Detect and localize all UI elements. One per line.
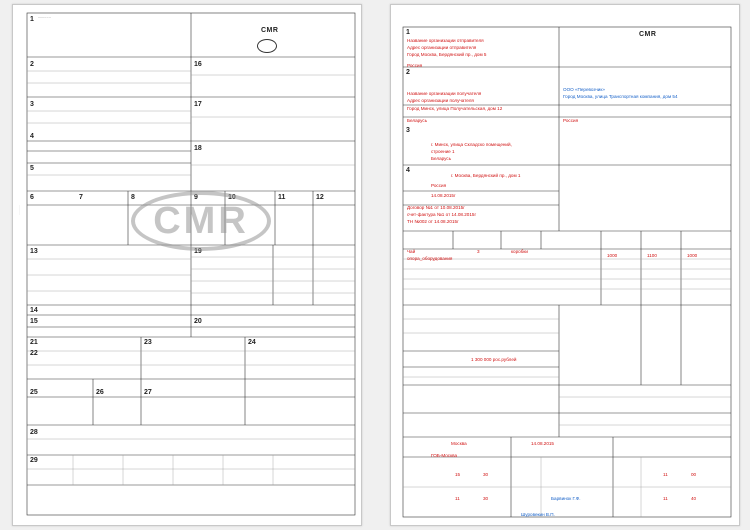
field-number: 18 — [194, 145, 202, 152]
signature-2: Шуровекин В.П. — [521, 512, 555, 517]
consignee-city: Город Минск, улица Получательская, дом 12 — [407, 106, 503, 111]
cmr-page-blank — [12, 4, 362, 526]
sender-address: Адрес организации отправителя — [407, 45, 477, 50]
field-number: 5 — [30, 165, 34, 172]
field-number: 12 — [316, 194, 324, 201]
field-number: 1 — [406, 29, 410, 36]
loading-date: 14.08.2015г — [431, 193, 456, 198]
field-number: 13 — [30, 248, 38, 255]
goods-mark: Чай — [407, 249, 416, 254]
time-value: 11 — [455, 496, 460, 501]
sender-name: Название организации отправителя — [407, 38, 484, 43]
issued-city: ГОБ-Москва — [431, 453, 458, 458]
time-value: 11 — [663, 496, 668, 501]
document-1: Договор №1 от 10.08.2015г — [407, 205, 465, 210]
form-grid-blank — [13, 5, 361, 525]
field-number: 3 — [406, 127, 410, 134]
field-number: 24 — [248, 339, 256, 346]
consignee-address: Адрес организации получателя — [407, 98, 474, 103]
goods-qty: 3 — [477, 249, 480, 254]
cmr-watermark: CMR — [131, 191, 271, 251]
time-value: 40 — [691, 496, 697, 501]
loading-place: г. Москва, Бердянский пр., дом 1 — [451, 173, 521, 178]
field-number: 21 — [30, 339, 38, 346]
field-number: 1 — [30, 16, 34, 23]
goods-volume: 1100 — [647, 253, 657, 258]
field-number: 11 — [278, 194, 286, 201]
field-number: 3 — [30, 101, 34, 108]
cmr-mark: CMR — [261, 27, 279, 34]
stamp-circle — [257, 39, 277, 53]
time-value: 30 — [483, 496, 489, 501]
delivery-place-2: строение 1 — [431, 149, 455, 154]
document-3: ТН №002 от 14.08.2015г — [407, 219, 459, 224]
field-number: 14 — [30, 307, 38, 314]
form-grid-filled — [391, 5, 739, 525]
field-number: 6 — [30, 194, 34, 201]
field-number: 17 — [194, 101, 202, 108]
time-value: 00 — [691, 472, 697, 477]
time-value: 30 — [483, 472, 489, 477]
field-number: 23 — [144, 339, 152, 346]
signature-1: Барвинок Г.Ф. — [551, 496, 581, 501]
field-number: 20 — [194, 318, 202, 325]
field-number: 19 — [194, 248, 202, 255]
invoice-sum: 1 300 000 рос.рублей — [471, 357, 517, 362]
time-value: 15 — [455, 472, 461, 477]
field-number: 2 — [406, 69, 410, 76]
cmr-page-filled — [390, 4, 740, 526]
loading-country: Россия — [431, 183, 447, 188]
sender-city: Город Москва, Бердянский пр., дом 5 — [407, 52, 487, 57]
carrier-address: Город Москва, улица Транспортная компания, дом 54 — [563, 94, 678, 99]
document-2: счет-фактура №1 от 14.08.2015г — [407, 212, 477, 217]
delivery-place: г. Минск, улица Складско помещений, — [431, 142, 512, 147]
carrier-name: ООО «Перевозчик» — [563, 87, 605, 92]
field-number: 9 — [194, 194, 198, 201]
field-number: 10 — [228, 194, 236, 201]
time-value: 11 — [663, 472, 668, 477]
field-number: 15 — [30, 318, 38, 325]
field-number: 16 — [194, 61, 202, 68]
field-number: 22 — [30, 350, 38, 357]
goods-extra: 1000 — [687, 253, 698, 258]
goods-kind: опора_оборудования — [407, 256, 453, 261]
field-number: 28 — [30, 429, 38, 436]
consignee-name: Название организации получателя — [407, 91, 482, 96]
field-number: 4 — [406, 167, 410, 174]
issued-place: Москва — [451, 441, 467, 446]
field-number: 4 — [30, 133, 34, 140]
cmr-mark: CMR — [639, 31, 657, 38]
goods-weight: 1000 — [607, 253, 618, 258]
field-number: 27 — [144, 389, 152, 396]
field-number: 2 — [30, 61, 34, 68]
delivery-country: Беларусь — [407, 118, 428, 123]
sender-country: Россия — [407, 63, 423, 68]
right-country: Россия — [563, 118, 579, 123]
field-number: 26 — [96, 389, 104, 396]
issued-date: 14.08.2015 — [531, 441, 554, 446]
field-number: 25 — [30, 389, 38, 396]
field-number: 7 — [79, 194, 83, 201]
field-number: 29 — [30, 457, 38, 464]
delivery-country-2: Беларусь — [431, 156, 452, 161]
field-caption: ············ — [38, 16, 51, 20]
side-note: ·········· — [18, 205, 22, 215]
goods-pack: коробки — [511, 249, 528, 254]
field-number: 8 — [131, 194, 135, 201]
